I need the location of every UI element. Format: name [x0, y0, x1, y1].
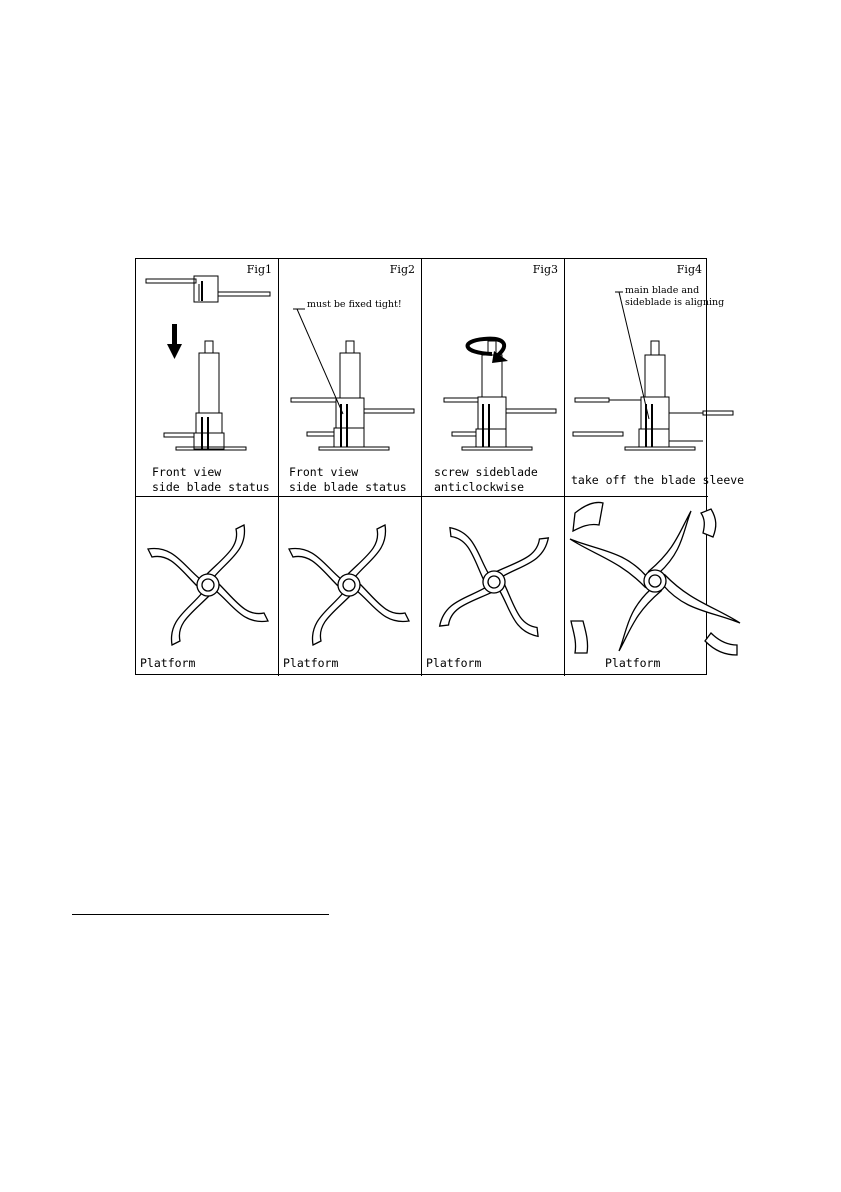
fig1-caption-line1: Front view: [152, 465, 222, 479]
fig4-callout-line1: main blade and: [625, 285, 700, 296]
fig1-drawing: [136, 259, 279, 497]
fig2-platform-caption: Platform: [283, 656, 339, 670]
fig2-platform-drawing: [279, 497, 422, 676]
fig3-platform-caption: Platform: [426, 656, 482, 670]
fig3-caption-line2: anticlockwise: [434, 480, 525, 494]
fig2-caption-line1: Front view: [289, 465, 359, 479]
fig3-label: Fig3: [532, 263, 558, 276]
fig2-drawing: [279, 259, 422, 497]
fig2-label: Fig2: [389, 263, 415, 276]
fig2-platform-panel: [279, 497, 422, 676]
down-arrow-icon: [167, 324, 182, 359]
fig3-caption-line1: screw sideblade: [434, 465, 538, 479]
fig4-platform-panel: [565, 497, 708, 676]
blade-arm: [148, 548, 200, 587]
fig4-callout-line2: sideblade is aligning: [625, 297, 725, 308]
fig3-drawing: [422, 259, 565, 497]
fig3-platform-drawing: [422, 497, 565, 676]
fig2-callout: must be fixed tight!: [307, 299, 402, 310]
fig3-platform-panel: [422, 497, 565, 676]
fig1-panel: [136, 259, 279, 497]
figure-grid: [135, 258, 745, 675]
fig2-panel: [279, 259, 422, 497]
fig1-caption-line2: side blade status: [152, 480, 270, 494]
fig1-platform-panel: [136, 497, 279, 676]
fig4-drawing: [565, 259, 708, 497]
fig1-platform-caption: Platform: [140, 656, 196, 670]
fig4-platform-drawing: [565, 497, 708, 676]
fig2-caption-line2: side blade status: [289, 480, 407, 494]
fig4-panel: [565, 259, 745, 497]
fig4-platform-caption: Platform: [605, 656, 661, 670]
fig4-label: Fig4: [676, 263, 702, 276]
fig4-caption-line1: take off the blade sleeve: [571, 473, 745, 487]
fig1-label: Fig1: [246, 263, 272, 276]
fig1-platform-drawing: [136, 497, 279, 676]
footnote-rule: [72, 914, 329, 915]
fig3-panel: [422, 259, 565, 497]
